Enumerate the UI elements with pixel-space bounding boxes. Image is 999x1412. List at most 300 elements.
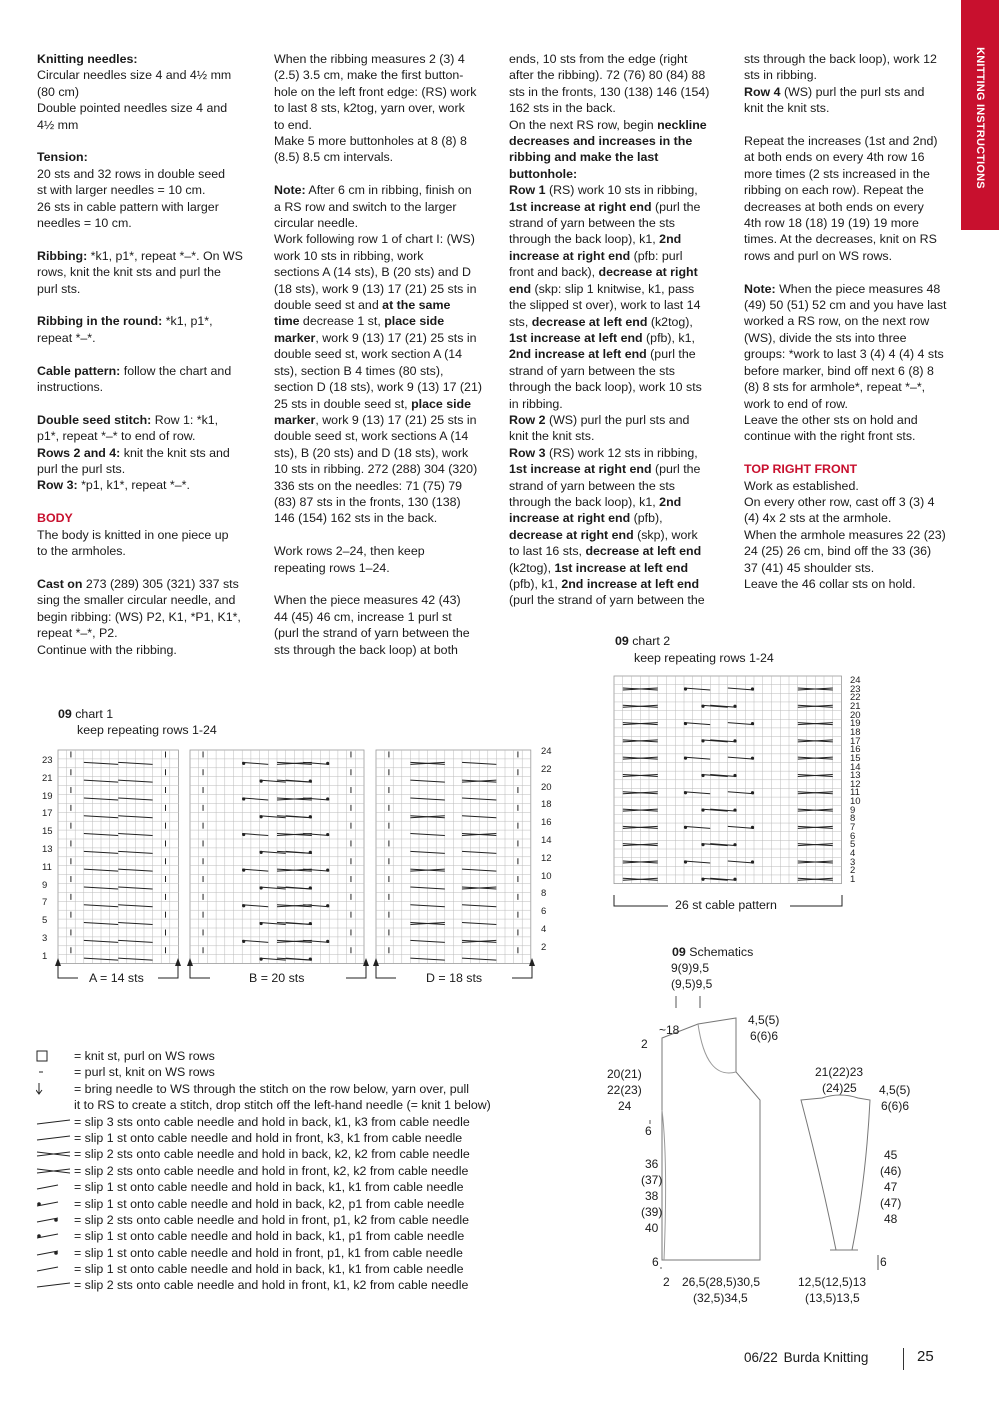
text-run: Note:: [274, 183, 306, 198]
text-line: knit the knit sts.: [509, 429, 595, 444]
text-line: the slipped st over), work to last 14: [509, 298, 701, 313]
text-line: begin ribbing: (WS) P2, K1, *P1, K1*,: [37, 609, 241, 624]
chart1-cable-mark: [462, 762, 496, 764]
text-run: (pfb), k1,: [509, 577, 562, 591]
chart1-cable-mark: [462, 780, 496, 782]
legend-glyph: [37, 1267, 58, 1271]
text-line: 336 sts on the needles: 71 (75) 79: [274, 478, 463, 493]
chart2-purl-dot: [684, 687, 687, 690]
text-line: Leave the other sts on hold and: [744, 412, 918, 427]
row-number: 3: [850, 856, 856, 868]
schem-body-length-5: 40: [645, 1221, 659, 1235]
text-line: [509, 445, 739, 461]
chart1-cable-mark: [260, 887, 286, 889]
chart1-cable-mark: [286, 887, 312, 889]
paragraph-gap: [274, 166, 504, 182]
schem-shoulder-width-2: 6(6)6: [750, 1029, 779, 1043]
text-line: ribbing on each row). Repeat the: [744, 183, 924, 198]
text-line: purl sts.: [37, 281, 81, 296]
chart2-cable-mark: [684, 826, 710, 828]
chart2-cable-mark: [623, 757, 658, 759]
text-line: (83) 87 sts in the fronts, 130 (138): [274, 494, 461, 509]
chart1-cable-mark: [118, 887, 152, 889]
chart1-cable-mark: [303, 940, 329, 942]
text-run: 1st increase at right end: [509, 462, 652, 477]
chart2-cable-mark: [702, 844, 728, 846]
text-run: (WS) purl the purl sts and: [545, 412, 690, 427]
chart1-purl-dot: [260, 922, 263, 925]
paragraph-gap: [37, 231, 267, 247]
text-run: decrease at left end: [531, 314, 648, 329]
chart1-section-d: D = 18 sts: [426, 971, 483, 985]
text-run: 1st increase at left end: [554, 560, 689, 575]
text-run: Row 3: [509, 445, 546, 460]
chart1-bracket-arrow-d: [373, 958, 379, 966]
legend-glyph: [37, 1202, 41, 1206]
row-number: 22: [541, 763, 552, 775]
row-number: 3: [42, 933, 48, 944]
text-line: 24 (25) 26 cm, bind off the 33 (36): [744, 544, 932, 559]
chart1-cable-mark: [118, 869, 152, 871]
text-line: sts), B (20 sts) and D (18 sts), work: [274, 445, 469, 460]
text-line: [509, 494, 739, 510]
text-line: double seed st, work sections A (14: [274, 429, 469, 444]
chart1-cable-mark: [303, 905, 329, 907]
legend-text: = slip 2 sts onto cable needle and hold in front, p1, k2 from cable needle: [74, 1212, 470, 1227]
schem-neck-depth: ~18: [659, 1023, 680, 1037]
row-number: 1: [42, 950, 48, 962]
chart1-cable-mark: [462, 834, 496, 836]
schem-sleeve-length-3: 47: [884, 1180, 898, 1194]
chart2-cable-mark: [623, 792, 658, 794]
legend-text: = knit st, purl on WS rows: [74, 1049, 215, 1063]
row-number: 18: [541, 799, 552, 811]
text-line: double seed st, work section A (14: [274, 347, 463, 362]
chart1-cable-mark: [118, 905, 152, 907]
text-run: (WS) purl the purl sts and: [780, 84, 925, 99]
chart1-cable-mark: [84, 798, 118, 800]
schem-sleeve-length-2: (46): [880, 1164, 902, 1178]
schematics-number: 09: [672, 945, 686, 959]
bold-line: Tension:: [37, 150, 88, 165]
schem-shoulder-width-1: 4,5(5): [748, 1013, 780, 1027]
row-number: 17: [850, 735, 861, 747]
chart2-cable-mark: [728, 826, 754, 828]
row-number: 19: [850, 718, 861, 730]
chart1-title-text: chart 1: [71, 707, 114, 721]
chart2-purl-dot: [701, 808, 704, 811]
chart1-cable-mark: [84, 780, 118, 782]
chart1-cable-mark: [277, 762, 312, 764]
schem-body-length-1: 36: [645, 1157, 659, 1171]
text-column-1: [37, 51, 267, 658]
chart1-cable-mark: [242, 762, 268, 764]
chart2-purl-dot: [751, 757, 754, 760]
chart2-cable-mark: [623, 688, 658, 690]
chart2-cable-mark: [798, 861, 833, 863]
chart1-cable-mark: [277, 816, 312, 818]
legend-glyph: [37, 1234, 41, 1238]
row-number: 24: [541, 746, 552, 757]
text-line: [37, 248, 267, 264]
row-number: 9: [850, 804, 856, 816]
row-number: 16: [541, 817, 552, 829]
schem-armhole-3: 24: [618, 1099, 632, 1113]
text-line: sts in the fronts, 130 (138) 146 (154): [509, 84, 710, 99]
chart1-cable-mark: [303, 798, 329, 800]
row-number: 21: [42, 772, 53, 784]
text-line: groups: *work to last 3 (4) 4 (4) 4 sts: [744, 347, 944, 362]
chart2-cable-mark: [710, 740, 736, 742]
chart1-cable-mark: [84, 834, 118, 836]
chart2-purl-dot: [701, 774, 704, 777]
chart1-cable-mark: [410, 923, 444, 925]
chart2-cable-mark: [684, 861, 710, 863]
legend-text: = slip 1 st onto cable needle and hold in front, k3, k1 from cable needle: [74, 1130, 463, 1145]
text-run: end: [509, 281, 532, 296]
chart2-purl-dot: [751, 687, 754, 690]
chart1-cable-mark: [462, 940, 496, 942]
text-line: [509, 264, 739, 280]
row-number: 22: [850, 692, 861, 704]
text-line: (80 cm): [37, 84, 79, 99]
text-line: [509, 527, 739, 543]
chart1-cable-mark: [118, 816, 152, 818]
text-line: [274, 297, 504, 313]
chart2-cable-mark: [798, 826, 833, 828]
text-run: knit the knit sts and: [120, 445, 230, 460]
text-run: *k1, p1*,: [162, 314, 213, 329]
text-run: Cast on: [37, 576, 83, 591]
text-run: 273 (289) 305 (321) 337 sts: [82, 576, 239, 591]
chart1-cable-mark: [410, 762, 444, 764]
chart2-cable-mark: [710, 705, 736, 707]
text-run: (purl the: [651, 199, 701, 214]
legend-symbol-knit1below: [36, 1083, 72, 1095]
bold-line: decreases and increases in the: [509, 134, 693, 149]
chart2-cable-mark: [798, 878, 833, 880]
footer-magazine: Burda Knitting: [783, 1350, 869, 1365]
schem-shoulder-drop: 2: [641, 1037, 648, 1051]
chart2-cable-mark: [702, 878, 728, 880]
chart2-cable-mark: [710, 878, 736, 880]
chart1-block-frame: [58, 750, 178, 964]
legend-text: = slip 1 st onto cable needle and hold in back, k1, p1 from cable needle: [74, 1229, 465, 1244]
text-line: Leave the 46 collar sts on hold.: [744, 576, 916, 591]
chart1-cable-mark: [410, 958, 444, 960]
text-line: (purl the strand of yarn between the: [509, 593, 705, 608]
chart1-cable-mark: [260, 958, 286, 960]
row-number: 13: [850, 770, 861, 782]
chart2-cable-mark: [623, 878, 658, 880]
chart2-purl-dot: [733, 878, 736, 881]
chart2-cable-mark: [798, 809, 833, 811]
chart1-cable-mark: [277, 905, 312, 907]
side-tab-label: KNITTING INSTRUCTIONS: [974, 47, 987, 189]
chart2-cable-mark: [623, 844, 658, 846]
text-line: [37, 445, 267, 461]
text-line: in ribbing.: [509, 396, 563, 411]
legend-symbol-c3bp: [36, 1198, 72, 1210]
text-line: [509, 330, 739, 346]
text-run: (k2tog),: [647, 314, 693, 329]
chart1-purl-dot: [326, 869, 329, 872]
chart1-bracket-arrow-d: [529, 958, 535, 966]
chart1-cable-mark: [410, 940, 444, 942]
chart2-title-text: chart 2: [628, 634, 671, 648]
legend-text: = slip 1 st onto cable needle and hold in back, k1, k1 from cable needle: [74, 1262, 464, 1277]
chart2-cable-mark: [623, 740, 658, 742]
text-line: Work rows 2–24, then keep: [274, 544, 425, 559]
text-run: increase at right end: [509, 511, 631, 526]
row-number: 17: [42, 808, 53, 820]
text-line: 4½ mm: [37, 117, 79, 132]
chart1-cable-mark: [277, 834, 312, 836]
chart1-purl-dot: [260, 815, 263, 818]
chart1-purl-dot: [309, 851, 312, 854]
text-line: [37, 363, 267, 379]
chart1-purl-dot: [260, 886, 263, 889]
text-line: [509, 543, 739, 559]
text-run: 1st increase at right end: [509, 199, 652, 214]
chart2-cable-mark: [798, 705, 833, 707]
row-number: 19: [42, 790, 53, 802]
legend-symbol-c6b: [36, 1116, 72, 1128]
text-line: to last 8 sts, k2tog, yarn over, work: [274, 101, 465, 116]
legend-text: it to RS to create a stitch, drop stitch off the left-hand needle (= knit 1 below): [74, 1098, 491, 1113]
footer-divider: [903, 1348, 904, 1370]
chart2-cable-mark: [798, 792, 833, 794]
chart2-cable-mark: [798, 844, 833, 846]
chart2-purl-dot: [733, 774, 736, 777]
chart1-cable-mark: [277, 923, 312, 925]
text-line: work 10 sts in ribbing, work: [274, 248, 424, 263]
legend-text: = slip 1 st onto cable needle and hold in back, k1, k1 from cable needle: [74, 1180, 464, 1195]
legend-symbol-c2bp: [36, 1230, 72, 1242]
chart2-cable-mark: [798, 705, 833, 707]
text-run: (pfb: purl: [630, 248, 683, 263]
text-run: Row 1: *k1,: [151, 412, 219, 427]
text-line: before marker, bind off next 6 (8) 8: [744, 363, 934, 378]
text-run: neckline: [657, 117, 707, 132]
text-line: 10 sts in ribbing. 272 (288) 304 (320): [274, 462, 478, 477]
chart1-cable-mark: [242, 869, 268, 871]
chart1-cable-mark: [410, 869, 444, 871]
chart2-cable-mark: [798, 878, 833, 880]
text-column-4: [744, 51, 969, 592]
text-line: rows, knit the knit sts and purl the: [37, 265, 221, 280]
chart1-cable-mark: [277, 958, 312, 960]
text-run: place side: [384, 314, 445, 329]
paragraph-gap: [37, 560, 267, 576]
schem-armhole-bindoff: 6: [645, 1124, 652, 1138]
legend-symbol-c4f2: [36, 1279, 72, 1291]
row-number: 11: [42, 861, 52, 873]
chart1-cable-mark: [84, 887, 118, 889]
text-line: When the armhole measures 22 (23): [744, 527, 946, 542]
chart2-cable-mark: [623, 723, 658, 725]
text-line: continue with the right front sts.: [744, 429, 916, 444]
chart1-cable-mark: [277, 887, 312, 889]
chart1-title: [58, 706, 113, 722]
chart1-purl-dot: [326, 833, 329, 836]
schematics-title: [672, 944, 753, 960]
text-line: [509, 117, 739, 133]
paragraph-gap: [37, 346, 267, 362]
paragraph-gap: [37, 133, 267, 149]
chart1-cable-mark: [84, 869, 118, 871]
chart1-cable-mark: [277, 869, 312, 871]
text-run: Cable pattern:: [37, 363, 121, 378]
chart1-purl-dot: [242, 904, 245, 907]
text-line: (purl the strand of yarn between the: [274, 626, 470, 641]
schem-sleeve-top-1: 21(22)23: [815, 1065, 864, 1079]
text-run: to last 16 sts,: [509, 544, 586, 559]
text-line: rows and purl on WS rows.: [744, 248, 893, 263]
section-heading: BODY: [37, 511, 73, 526]
chart2-cable-mark: [702, 774, 728, 776]
chart2-cable-mark: [798, 723, 833, 725]
chart1-cable-mark: [303, 834, 329, 836]
text-run: , work 9 (13) 17 (21) 25 sts in: [315, 330, 477, 345]
chart1-cable-mark: [84, 958, 118, 960]
chart2-cable-mark: [684, 792, 710, 794]
row-number: 8: [850, 813, 856, 825]
schem-half-width-1: 26,5(28,5)30,5: [682, 1275, 761, 1289]
row-number: 14: [541, 835, 552, 846]
chart1-cable-mark: [277, 851, 312, 853]
row-number: 9: [42, 879, 48, 891]
chart2-purl-dot: [701, 739, 704, 742]
text-run: (purl the: [646, 347, 696, 362]
chart1-cable-mark: [410, 869, 444, 871]
chart1-cable-mark: [277, 869, 312, 871]
text-line: strand of yarn between the sts: [509, 363, 675, 378]
schem-body-length-2: (37): [641, 1173, 663, 1187]
chart2-purl-dot: [751, 722, 754, 725]
text-line: (4) 4x 2 sts at the armhole.: [744, 511, 892, 526]
chart2-cable-mark: [798, 688, 833, 690]
chart1-purl-dot: [242, 833, 245, 836]
text-line: strand of yarn between the sts: [509, 478, 675, 493]
chart1-cable-mark: [242, 940, 268, 942]
row-number: 1: [850, 873, 856, 885]
text-line: a RS row and switch to the larger: [274, 199, 457, 214]
chart1-purl-dot: [260, 851, 263, 854]
legend-glyph: [37, 1283, 70, 1287]
chart1-purl-dot: [260, 780, 263, 783]
legend-text: = bring needle to WS through the stitch on the row below, yarn over, pull: [74, 1081, 470, 1096]
chart1-cable-mark: [410, 905, 444, 907]
bold-line: buttonhole:: [509, 166, 578, 181]
text-run: When the piece measures 48: [775, 281, 941, 296]
text-run: *k1, p1*, repeat *–*. On WS: [87, 248, 243, 263]
chart1-bracket-arrow-b: [187, 958, 193, 966]
row-number: 5: [42, 915, 48, 927]
chart1-cable-mark: [118, 798, 152, 800]
chart1-cable-mark: [410, 798, 444, 800]
paragraph-gap: [37, 297, 267, 313]
chart1-cable-mark: [462, 816, 496, 818]
row-number: 21: [850, 700, 861, 712]
text-line: 146 (154) 162 sts in the back.: [274, 511, 438, 526]
chart1-cable-mark: [277, 834, 312, 836]
text-run: (purl the: [651, 462, 701, 477]
chart1-cable-mark: [462, 869, 496, 871]
chart1-purl-dot: [242, 869, 245, 872]
text-line: instructions.: [37, 380, 104, 395]
chart2-purl-dot: [751, 791, 754, 794]
text-line: (8) 8 sts for armhole*, repeat *–*,: [744, 380, 926, 395]
chart2-cable-mark: [684, 688, 710, 690]
paragraph-gap: [274, 527, 504, 543]
chart1-cable-mark: [303, 762, 329, 764]
text-line: [509, 560, 739, 576]
text-run: 2nd increase at left end: [509, 347, 647, 362]
chart1-cable-mark: [277, 762, 312, 764]
chart1-cable-mark: [286, 851, 312, 853]
text-line: [509, 412, 739, 428]
chart1-purl-dot: [309, 780, 312, 783]
row-number: 14: [850, 761, 861, 773]
footer-page-number: 25: [917, 1348, 934, 1365]
chart2-purl-dot: [684, 791, 687, 794]
text-line: more times (2 sts increased in the: [744, 166, 930, 181]
chart2-purl-dot: [733, 843, 736, 846]
text-line: [509, 461, 739, 477]
chart2-cable-mark: [684, 757, 710, 759]
text-line: [509, 314, 739, 330]
chart2-cable-mark: [623, 861, 658, 863]
chart1-purl-dot: [309, 958, 312, 961]
text-line: 26 sts in cable pattern with larger: [37, 199, 219, 214]
text-run: decrease at right: [598, 265, 698, 280]
chart2-cable-mark: [728, 792, 754, 794]
row-number: 6: [541, 906, 547, 918]
chart1-cable-mark: [410, 816, 444, 818]
chart2-cable-mark: [684, 723, 710, 725]
text-line: [37, 576, 267, 592]
row-number: 4: [541, 924, 547, 935]
text-run: increase at right end: [509, 248, 631, 263]
chart2-block-frame: [614, 676, 842, 884]
legend-text: = slip 2 sts onto cable needle and hold in front, k2, k2 from cable needle: [74, 1163, 469, 1178]
legend-glyph: [37, 1120, 70, 1124]
chart2-purl-dot: [684, 826, 687, 829]
text-line: hole on the left front edge: (RS) work: [274, 84, 477, 99]
chart1-cable-mark: [462, 887, 496, 889]
text-line: 44 (45) 46 cm, increase 1 purl st: [274, 609, 452, 624]
text-run: sts,: [509, 314, 532, 329]
text-line: repeat *–*, P2.: [37, 626, 118, 641]
chart2-cable-mark: [702, 809, 728, 811]
text-line: [509, 248, 739, 264]
text-line: sts), section B 4 times (80 sts),: [274, 363, 444, 378]
chart1-cable-mark: [277, 905, 312, 907]
schem-half-width-2: (32,5)34,5: [693, 1291, 748, 1305]
text-line: sts through the back loop), work 12: [744, 52, 937, 66]
footer-issue: 06/22: [744, 1350, 778, 1365]
chart1-purl-dot: [260, 958, 263, 961]
text-run: Rows 2 and 4:: [37, 445, 121, 460]
text-line: repeat *–*.: [37, 330, 96, 345]
text-run: (pfb),: [630, 511, 663, 526]
text-line: [274, 313, 504, 329]
chart1-cable-mark: [242, 905, 268, 907]
legend-glyph: [37, 1136, 70, 1140]
text-line: p1*, repeat *–* to end of row.: [37, 429, 196, 444]
text-line: (2.5) 3.5 cm, make the first button-: [274, 68, 464, 83]
